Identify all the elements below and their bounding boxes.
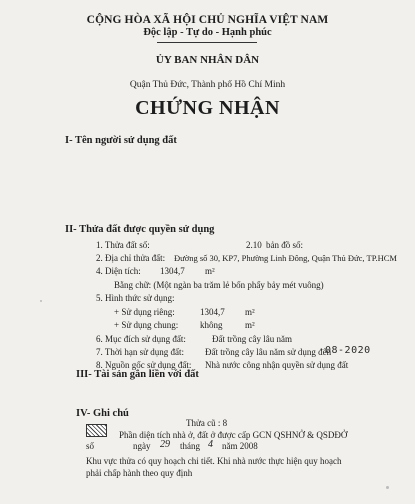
republic-heading: CỘNG HÒA XÃ HỘI CHỦ NGHĨA VIỆT NAM bbox=[86, 14, 329, 26]
map-sheet-label: bản đồ số: bbox=[266, 240, 303, 250]
document-title: CHỨNG NHẬN bbox=[135, 97, 280, 119]
private-use-unit: m² bbox=[245, 307, 255, 317]
paper-speck bbox=[40, 300, 42, 302]
note-line-2-ngay: ngày bbox=[133, 441, 151, 451]
area-unit: m² bbox=[205, 266, 215, 276]
purpose-value: Đất trồng cây lâu năm bbox=[212, 334, 292, 344]
shared-use-unit: m² bbox=[245, 320, 255, 330]
area-label: 4. Diện tích: bbox=[96, 266, 141, 276]
note-line-3: Khu vực thửa có quy hoạch chi tiết. Khi nhà nước thực hiện quy hoạch bbox=[86, 456, 342, 466]
note-line-2-thang: tháng bbox=[180, 441, 200, 451]
section-4-title: IV- Ghi chú bbox=[76, 408, 129, 419]
motto-text: Độc lập - Tự do - Hạnh phúc bbox=[143, 27, 272, 38]
motto bbox=[0, 27, 415, 38]
stamped-date: 08-2020 bbox=[325, 345, 371, 356]
note-line-2-year: năm 2008 bbox=[222, 441, 258, 451]
address-value: Đường số 30, KP7, Phường Linh Đông, Quận Thủ Đức, TP.HCM bbox=[174, 253, 397, 263]
purpose-label: 6. Mục đích sử dụng đất: bbox=[96, 334, 186, 344]
parcel-number: 2.10 bbox=[246, 240, 262, 250]
paper-speck bbox=[386, 486, 389, 489]
address-label: 2. Địa chỉ thửa đất: bbox=[96, 253, 166, 263]
note-line-2-prefix: số bbox=[86, 441, 95, 451]
origin-value: Nhà nước công nhận quyền sử dụng đất bbox=[205, 360, 349, 370]
shared-use-value: không bbox=[200, 320, 223, 330]
note-line-2-day: 29 bbox=[160, 439, 170, 450]
section-3-title: III- Tài sản gắn liền với đất bbox=[76, 369, 199, 380]
note-line-1: Phần diện tích nhà ở, đất ở được cấp GCN QSHNỞ & QSDĐỞ bbox=[119, 430, 348, 440]
private-use-value: 1304,7 bbox=[200, 307, 225, 317]
use-form-label: 5. Hình thức sử dụng: bbox=[96, 293, 175, 303]
old-parcel-note: Thửa cũ : 8 bbox=[186, 418, 228, 428]
issuer-heading: ỦY BAN NHÂN DÂN bbox=[155, 54, 260, 66]
parcel-label: 1. Thửa đất số: bbox=[96, 240, 150, 250]
term-value: Đất trồng cây lâu năm sử dụng đến bbox=[205, 347, 332, 357]
area-value: 1304,7 bbox=[160, 266, 185, 276]
note-line-4: phải chấp hành theo quy định bbox=[86, 468, 193, 478]
shared-use-label: + Sử dụng chung: bbox=[114, 320, 179, 330]
motto-underline bbox=[157, 42, 257, 43]
note-line-2-month: 4 bbox=[208, 439, 213, 450]
section-2-title: II- Thửa đất được quyền sử dụng bbox=[65, 224, 215, 235]
area-in-words: Bằng chữ: (Một ngàn ba trăm lẻ bốn phẩy bảy mét vuông) bbox=[114, 280, 324, 290]
section-1-title: I- Tên người sử dụng đất bbox=[65, 135, 177, 146]
term-label: 7. Thời hạn sử dụng đất: bbox=[96, 347, 184, 357]
hatched-legend-swatch bbox=[86, 424, 107, 437]
district-line: Quận Thủ Đức, Thành phố Hồ Chí Minh bbox=[129, 80, 286, 90]
private-use-label: + Sử dụng riêng: bbox=[114, 307, 175, 317]
origin-label: 8. Nguồn gốc sử dụng đất: bbox=[96, 360, 192, 370]
